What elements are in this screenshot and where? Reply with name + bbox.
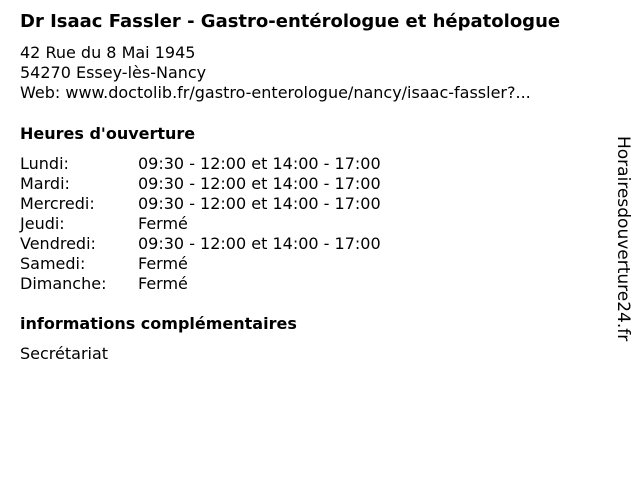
hours-row-saturday bbox=[20, 254, 381, 274]
hours-day: Jeudi: bbox=[20, 214, 65, 233]
hours-row-tuesday bbox=[20, 174, 381, 194]
hours-row-wednesday bbox=[20, 194, 381, 214]
hours-day: Dimanche: bbox=[20, 274, 107, 293]
hours-day: Samedi: bbox=[20, 254, 86, 273]
hours-row-friday bbox=[20, 234, 381, 254]
hours-row-thursday bbox=[20, 214, 381, 234]
hours-value: Fermé bbox=[138, 214, 188, 233]
opening-hours-table bbox=[20, 154, 381, 294]
hours-day: Mardi: bbox=[20, 174, 70, 193]
additional-info-text: Secrétariat bbox=[20, 344, 109, 363]
hours-value: 09:30 - 12:00 et 14:00 - 17:00 bbox=[138, 174, 381, 193]
hours-day: Lundi: bbox=[20, 154, 69, 173]
address-block bbox=[20, 43, 531, 103]
address-web: Web: www.doctolib.fr/gastro-enterologue/nancy/isaac-fassler?... bbox=[20, 83, 531, 102]
page-title: Dr Isaac Fassler - Gastro-entérologue et hépatologue bbox=[20, 11, 561, 32]
hours-day: Vendredi: bbox=[20, 234, 96, 253]
watermark bbox=[613, 136, 633, 350]
hours-value: Fermé bbox=[138, 274, 188, 293]
hours-value: Fermé bbox=[138, 254, 188, 273]
hours-value: 09:30 - 12:00 et 14:00 - 17:00 bbox=[138, 154, 381, 173]
address-city: 54270 Essey-lès-Nancy bbox=[20, 63, 207, 82]
additional-info-heading: informations complémentaires bbox=[20, 314, 297, 333]
hours-row-monday bbox=[20, 154, 381, 174]
hours-day: Mercredi: bbox=[20, 194, 95, 213]
watermark-text: Horairesdouverture24.fr bbox=[613, 136, 633, 342]
address-street: 42 Rue du 8 Mai 1945 bbox=[20, 43, 196, 62]
hours-value: 09:30 - 12:00 et 14:00 - 17:00 bbox=[138, 194, 381, 213]
hours-row-sunday bbox=[20, 274, 381, 294]
hours-value: 09:30 - 12:00 et 14:00 - 17:00 bbox=[138, 234, 381, 253]
opening-hours-heading: Heures d'ouverture bbox=[20, 124, 196, 143]
